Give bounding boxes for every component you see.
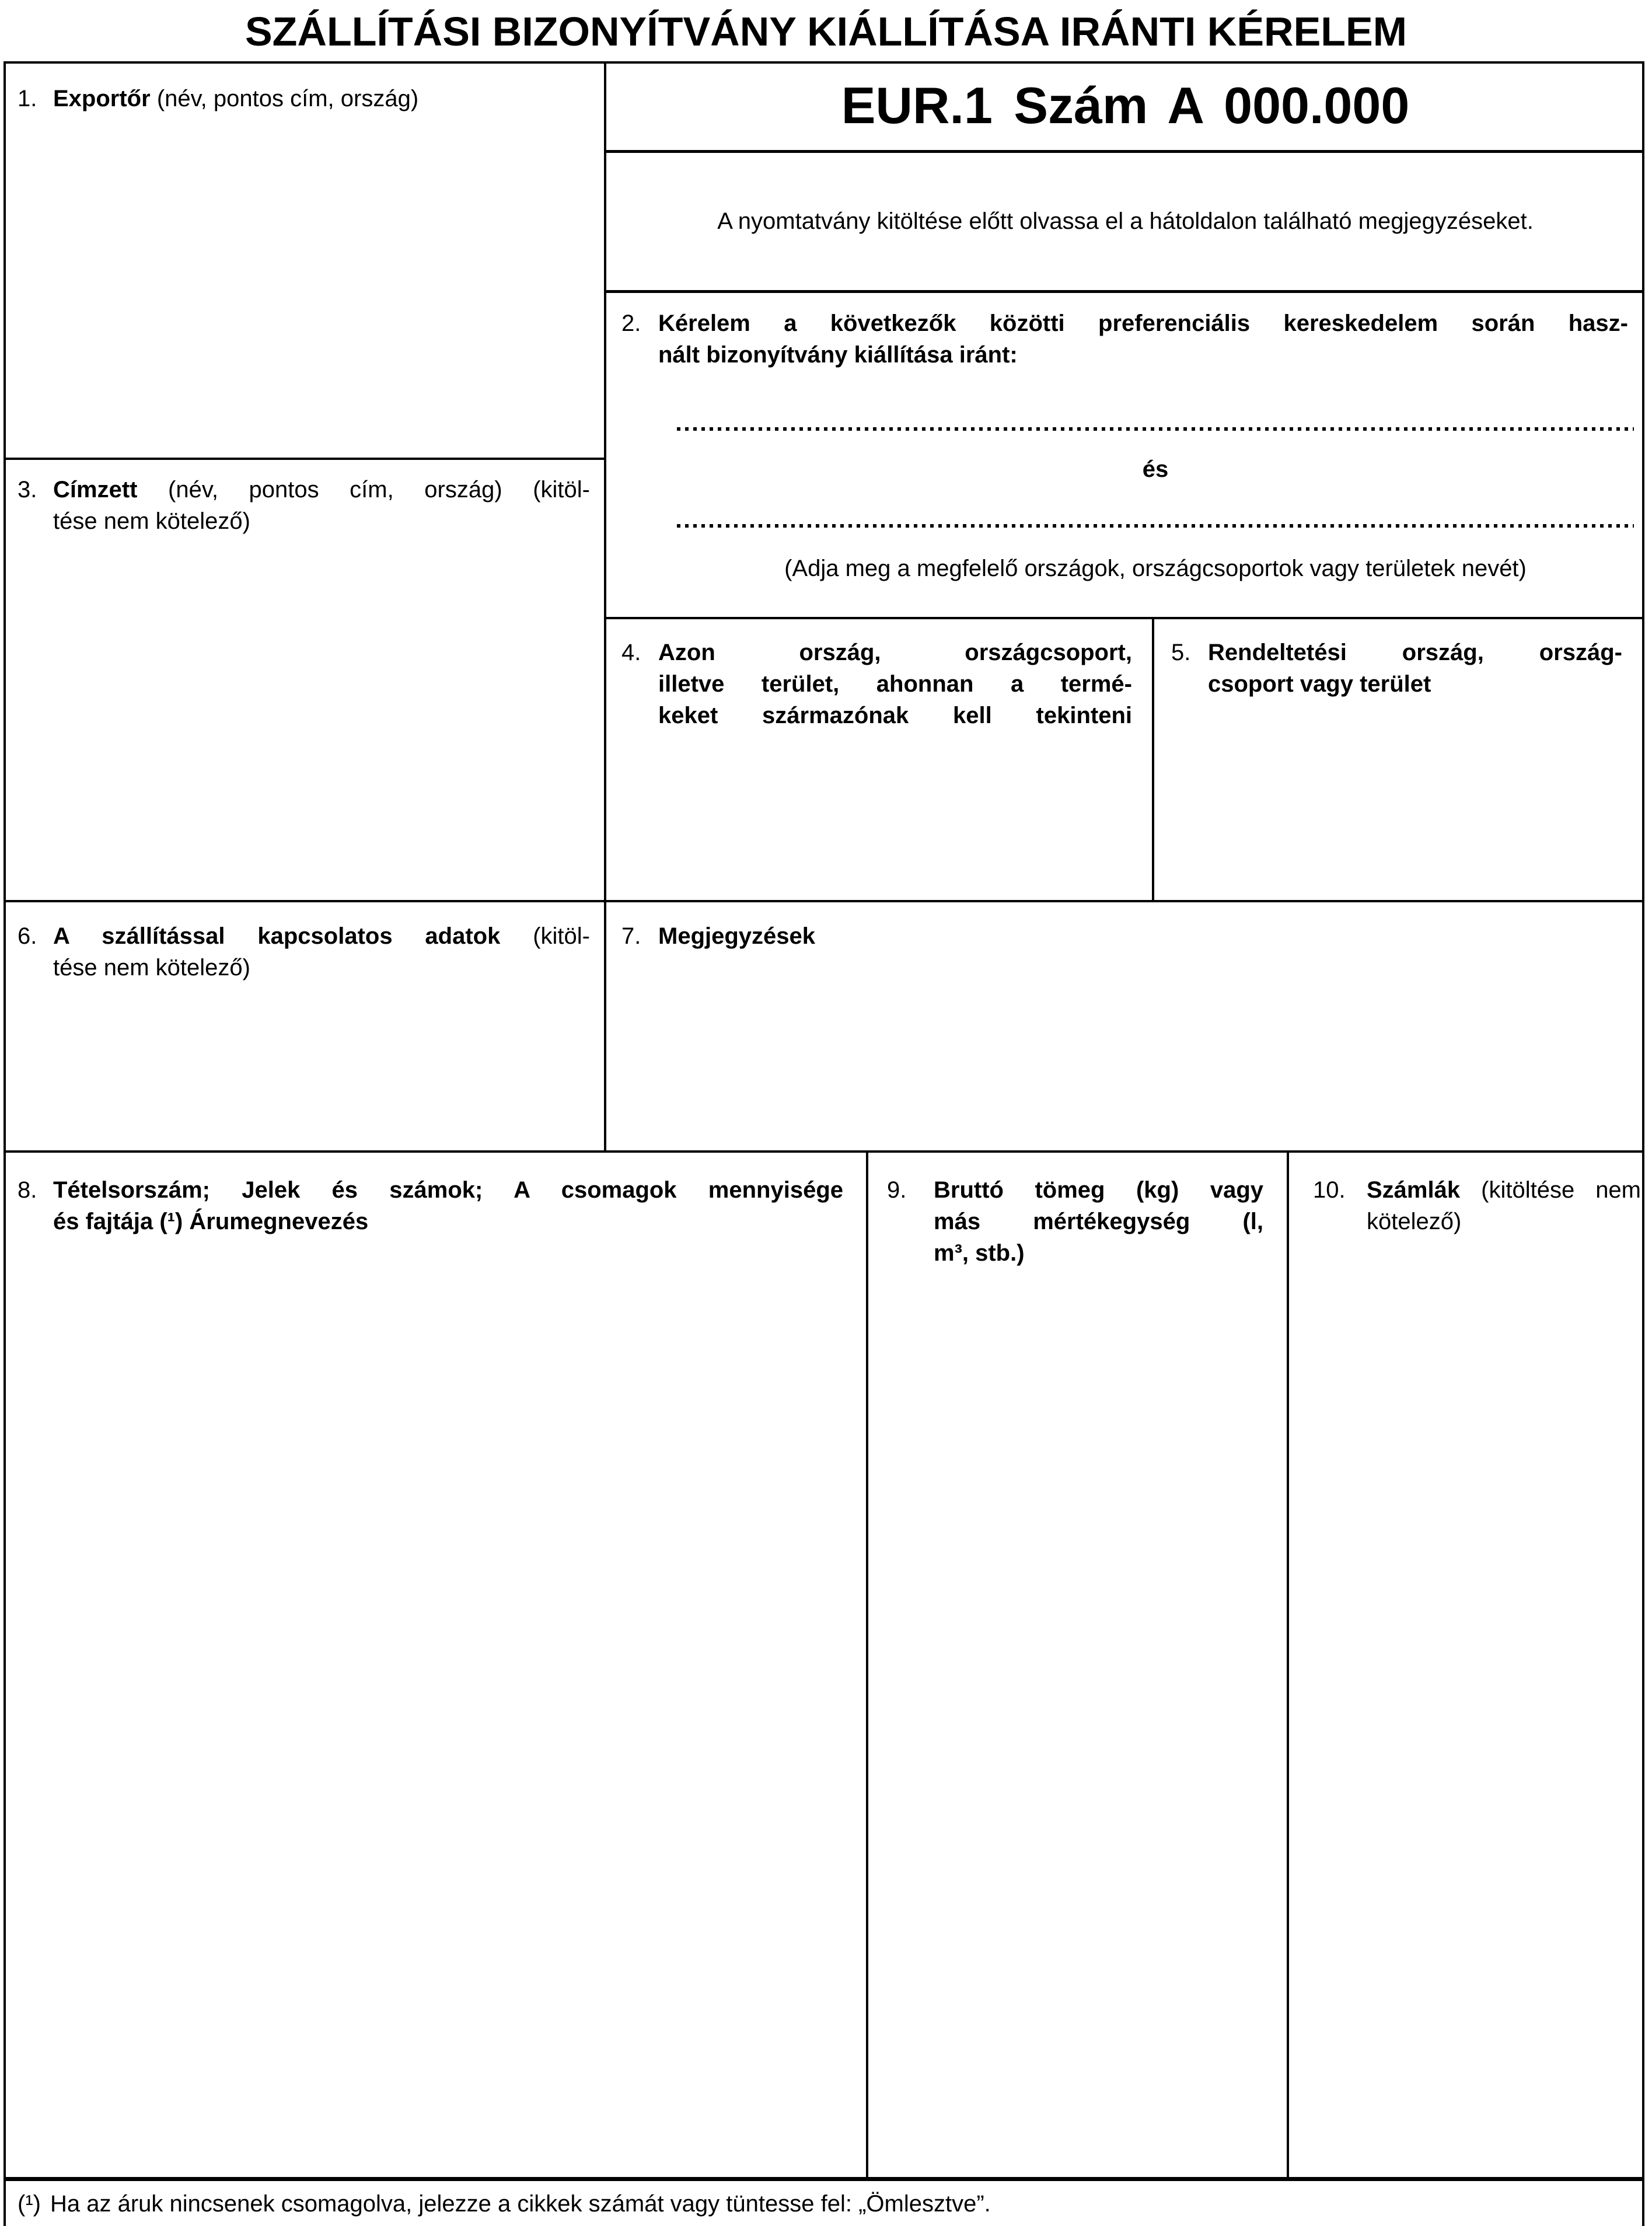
table-left-border <box>4 61 6 2226</box>
box9-mass-label <box>887 1174 1263 1269</box>
box4-line1: Azon ország, országcsoport, <box>658 640 1132 665</box>
box8-goods-label <box>18 1174 843 1237</box>
box5-number: 5. <box>1171 640 1191 665</box>
box6-line2: tése nem kötelező) <box>53 955 250 981</box>
box6-number: 6. <box>18 923 37 949</box>
table-right-border <box>1642 61 1644 2226</box>
box1-number: 1. <box>18 86 37 111</box>
box3-keyword: Címzett <box>53 477 138 503</box>
box6-detail: (kitöl- <box>533 923 590 949</box>
box7-remarks-label <box>621 920 1147 952</box>
box5-destination-label <box>1171 637 1622 700</box>
box4-box5-divider <box>1152 617 1154 900</box>
box10-number: 10. <box>1313 1177 1346 1203</box>
box4-number: 4. <box>621 640 641 665</box>
box2-hint-label: (Adja meg a megfelelő országok, országcsoportok vagy területek nevét) <box>784 556 1527 581</box>
box8-number: 8. <box>18 1177 37 1203</box>
box9-line2: más mértékegység (l, <box>934 1209 1263 1234</box>
row8910-top-border <box>4 1150 1644 1153</box>
box2-dotted-line-2 <box>677 524 1634 528</box>
box3-number: 3. <box>18 477 37 503</box>
box10-detail: (kitöltése nem <box>1481 1177 1641 1203</box>
box9-box10-divider <box>1287 1150 1289 2177</box>
box1-box3-divider <box>4 458 606 460</box>
box6-keyword: A szállítással kapcsolatos adatok <box>53 923 501 949</box>
box8-line1: Tételsorszám; Jelek és számok; A csomagok mennyisége <box>53 1177 843 1203</box>
page-title: SZÁLLÍTÁSI BIZONYÍTVÁNY KIÁLLÍTÁSA IRÁNTI KÉRELEM <box>245 9 1407 54</box>
box2-line1: Kérelem a következők közötti preferenciális kereskedelem során hasz- <box>658 310 1628 336</box>
box4-origin-label <box>621 637 1132 731</box>
box10-keyword: Számlák <box>1367 1177 1461 1203</box>
box9-line1: Bruttó tömeg (kg) vagy <box>934 1177 1263 1203</box>
box2-dotted-line-1 <box>677 427 1634 431</box>
box6-transport-label <box>18 920 590 983</box>
box2-line2: nált bizonyítvány kiállítása iránt: <box>658 342 1018 368</box>
box10-line2: kötelező) <box>1367 1209 1462 1234</box>
box1-detail: (név, pontos cím, ország) <box>156 86 419 111</box>
footnote-text: Ha az áruk nincsenek csomagolva, jelezze a cikkek számát vagy tüntesse fel: „Ömlesztve”. <box>50 2191 991 2217</box>
footnote <box>18 2189 1628 2219</box>
note-bottom-border <box>604 290 1644 293</box>
fill-in-note: A nyomtatvány kitöltése előtt olvassa el a hátoldalon található megjegyzéseket. <box>717 208 1534 234</box>
box2-number: 2. <box>621 310 641 336</box>
box1-exporter-label <box>18 83 590 114</box>
box3-detail: (név, pontos cím, ország) (kitöl- <box>168 477 590 503</box>
box2-and-label: és <box>1142 456 1169 482</box>
eur1-certificate-heading: EUR.1 Szám A 000.000 <box>841 76 1410 134</box>
box10-invoices-label <box>1313 1174 1641 1237</box>
footnote-marker: (¹) <box>18 2191 41 2217</box>
box4-box5-top-border <box>604 617 1644 619</box>
box2-application-label <box>621 308 1628 371</box>
row67-top-border <box>4 900 1644 902</box>
box8-line2: és fajtája (¹) Árumegnevezés <box>53 1209 369 1234</box>
box1-keyword: Exportőr <box>53 86 151 111</box>
box4-line2: illetve terület, ahonnan a termé- <box>658 671 1132 697</box>
table-top-border <box>4 61 1644 64</box>
box8-box9-divider <box>866 1150 868 2177</box>
eur1-heading-bottom-border <box>604 150 1644 153</box>
box9-number: 9. <box>887 1177 907 1203</box>
footnote-top-border <box>4 2177 1644 2181</box>
box7-number: 7. <box>621 923 641 949</box>
box7-keyword: Megjegyzések <box>658 923 816 949</box>
box3-consignee-label <box>18 474 590 537</box>
box4-line3: keket származónak kell tekinteni <box>658 703 1132 728</box>
box5-line2: csoport vagy terület <box>1208 671 1431 697</box>
box3-line2: tése nem kötelező) <box>53 508 250 534</box>
box9-line3: m³, stb.) <box>934 1240 1025 1266</box>
box5-line1: Rendeltetési ország, ország- <box>1208 640 1622 665</box>
